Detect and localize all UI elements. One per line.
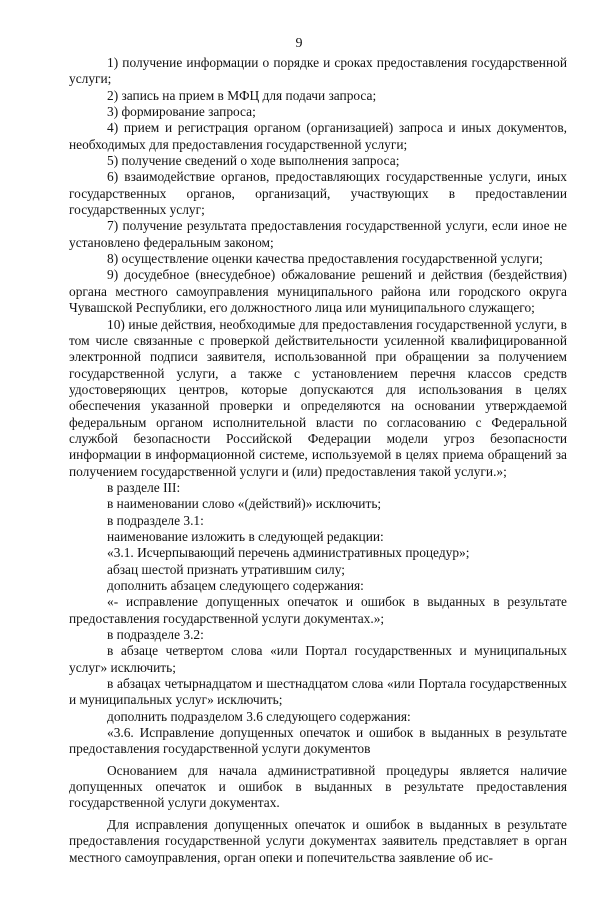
paragraph: Для исправления допущенных опечаток и ошибок в выданных в результате предоставления государственной услуги документах заявитель представляет в орган местного самоуправления, орган опеки и попечительства заявление об ис- <box>69 816 567 865</box>
paragraph: в наименовании слово «(действий)» исключить; <box>107 496 382 512</box>
paragraph: 5) получение сведений о ходе выполнения запроса; <box>107 153 400 169</box>
paragraph: 6) взаимодействие органов, предоставляющих государственные услуги, иных государственных органов, организаций, участвующих в предоставлении государственных услуг; <box>69 169 567 218</box>
paragraph: в абзаце четвертом слова «или Портал государственных и муниципальных услуг» исключить; <box>69 643 567 675</box>
paragraph: Основанием для начала административной процедуры является наличие допущенных опечаток и ошибок в выданных в результате предоставления государственной услуги документах. <box>69 762 567 811</box>
paragraph: «- исправление допущенных опечаток и ошибок в выданных в результате предоставления государственной услуги документах.»; <box>69 594 567 626</box>
paragraph: дополнить подразделом 3.6 следующего содержания: <box>107 708 411 724</box>
paragraph: 8) осуществление оценки качества предоставления государственной услуги; <box>107 251 543 267</box>
paragraph: 9) досудебное (внесудебное) обжалование решений и действия (бездействия) органа местного самоуправления муниципального района или городского округа Чувашской Республики, его должностного лица или муниципального служащего; <box>69 267 567 316</box>
paragraph: 7) получение результата предоставления государственной услуги, если иное не установлено федеральным законом; <box>69 218 567 250</box>
paragraph: в разделе III: <box>107 479 181 495</box>
document-body <box>69 55 567 866</box>
paragraph: «3.6. Исправление допущенных опечаток и ошибок в выданных в результате предоставления государственной услуги документов <box>69 725 567 757</box>
page-number: 9 <box>295 36 303 51</box>
paragraph: наименование изложить в следующей редакции: <box>107 528 384 544</box>
paragraph: 1) получение информации о порядке и сроках предоставления государственной услуги; <box>69 55 567 87</box>
paragraph: 4) прием и регистрация органом (организацией) запроса и иных документов, необходимых для предоставления государственной услуги; <box>69 120 567 152</box>
paragraph: «3.1. Исчерпывающий перечень административных процедур»; <box>107 545 470 561</box>
paragraph: 2) запись на прием в МФЦ для подачи запроса; <box>107 87 377 103</box>
paragraph: в абзацах четырнадцатом и шестнадцатом слова «или Портала государственных и муниципальных услуг» исключить; <box>69 676 567 708</box>
paragraph: 10) иные действия, необходимые для предоставления государственной услуги, в том числе связанные с проверкой действительности усиленной квалифицированной электронной подписи заявителя, использованной при обращении за получением государственной услуги, а также с установлением перечня классов средств удостоверяющих центров, которые допускаются для использования в целях обеспечения указанной проверки и определяются на основании утверждаемой федеральным органом исполнительной власти по согласованию с Федеральной службой безопасности Российской Федерации модели угроз безопасности информации в информационной системе, используемой в целях приема обращений за получением государственной услуги и (или) предоставления такой услуги.»; <box>69 316 567 479</box>
paragraph: в подразделе 3.1: <box>107 512 204 528</box>
paragraph: в подразделе 3.2: <box>107 627 204 643</box>
paragraph: дополнить абзацем следующего содержания: <box>107 578 364 593</box>
paragraph: 3) формирование запроса; <box>107 104 256 120</box>
paragraph: абзац шестой признать утратившим силу; <box>107 561 345 577</box>
